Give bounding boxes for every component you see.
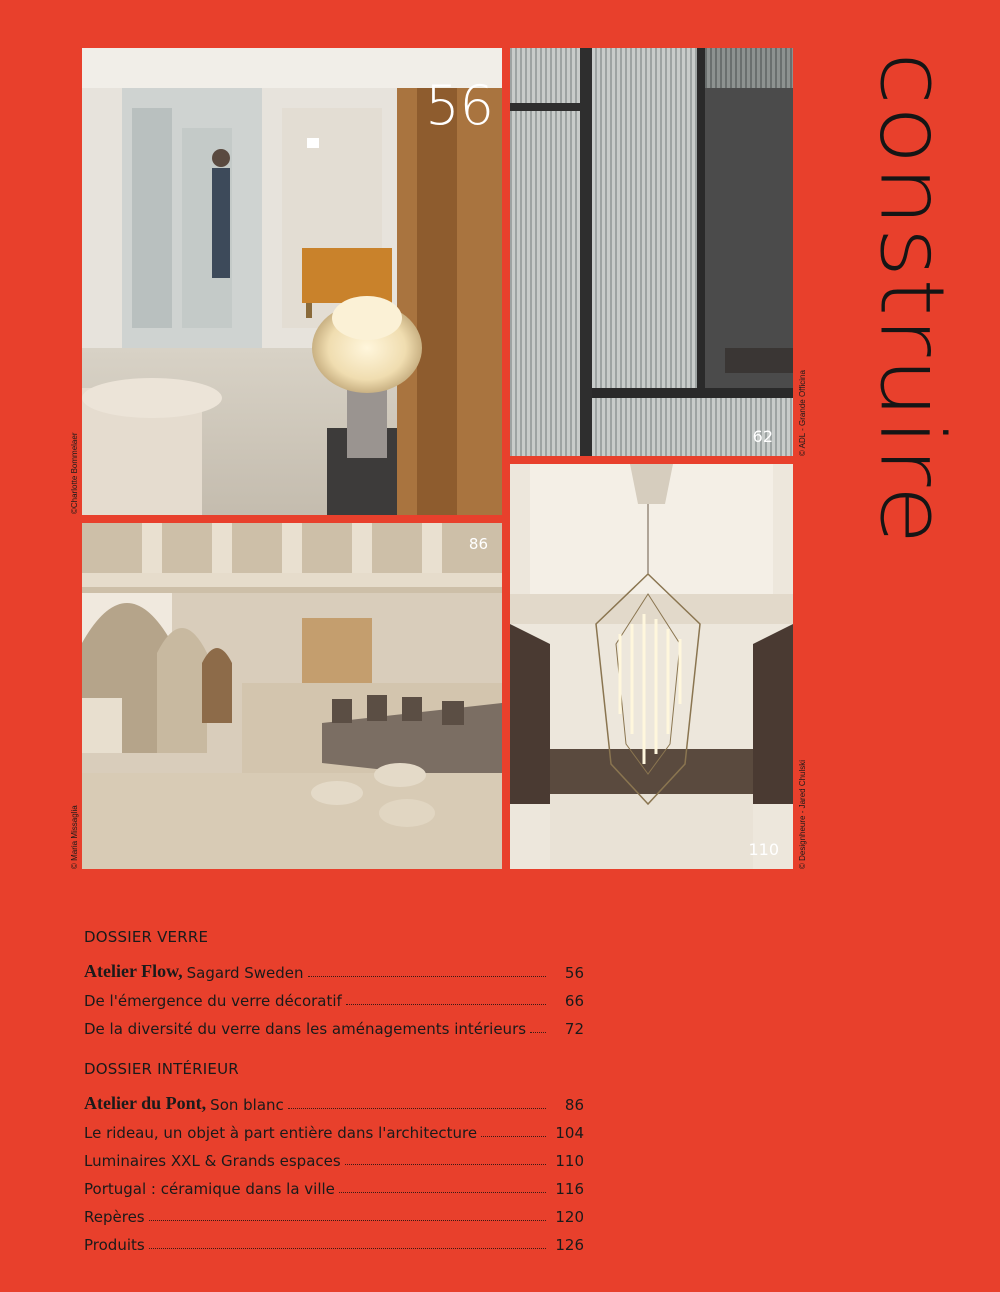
photo-credit: © Designheure - Jared Chulski: [798, 759, 807, 869]
toc-entry-title: Le rideau, un objet à part entière dans l'architecture: [84, 1124, 478, 1142]
page-number-badge: 56: [425, 74, 494, 137]
toc-entry[interactable]: [84, 1010, 584, 1038]
toc-entry[interactable]: [84, 1198, 584, 1226]
toc-entry[interactable]: [84, 1226, 584, 1254]
dot-leader: [346, 1004, 546, 1005]
dot-leader: [339, 1192, 546, 1193]
toc-entry[interactable]: [84, 1086, 584, 1114]
toc-entry[interactable]: [84, 1114, 584, 1142]
photo-credit: © ADL - Grande Officina: [798, 370, 807, 456]
page-number-badge: 62: [752, 427, 773, 446]
dot-leader: [481, 1136, 546, 1137]
toc-entry-page: 116: [555, 1180, 584, 1198]
toc-entry-page: 56: [564, 964, 584, 982]
toc-entry-lead: Atelier Flow,: [84, 961, 183, 981]
toc-entry-lead: Atelier du Pont,: [84, 1093, 207, 1113]
toc-entry-page: 86: [564, 1096, 584, 1114]
toc-entry[interactable]: [84, 954, 584, 982]
section-title: construire: [860, 52, 964, 546]
page-number-badge: 86: [468, 535, 488, 553]
toc-entry[interactable]: [84, 1142, 584, 1170]
dot-leader: [149, 1220, 546, 1221]
dot-leader: [308, 976, 546, 977]
toc-group-verre: [84, 928, 584, 1038]
photo-credit: ©Charlotte Bommelaer: [70, 432, 79, 514]
photo-chandelier[interactable]: [510, 464, 793, 869]
toc-entry-page: 66: [564, 992, 584, 1010]
table-of-contents: [84, 928, 584, 1254]
dossier-heading: DOSSIER VERRE: [84, 928, 209, 946]
toc-entry[interactable]: [84, 982, 584, 1010]
page-number-badge: 110: [748, 840, 779, 859]
dot-leader: [530, 1032, 546, 1033]
toc-entry-page: 72: [564, 1020, 584, 1038]
toc-entry-title: Luminaires XXL & Grands espaces: [84, 1152, 341, 1170]
photo-credit: © Maria Missaglia: [70, 805, 79, 869]
toc-entry-title: Portugal : céramique dans la ville: [84, 1180, 335, 1198]
toc-group-interieur: [84, 1060, 584, 1254]
dossier-heading: DOSSIER INTÉRIEUR: [84, 1060, 239, 1078]
dot-leader: [149, 1248, 546, 1249]
dot-leader: [345, 1164, 546, 1165]
photo-glass-partition[interactable]: [510, 48, 793, 456]
photo-atelier-du-pont-interior[interactable]: [82, 523, 502, 869]
toc-entry-title: Produits: [84, 1236, 145, 1254]
dot-leader: [288, 1108, 546, 1109]
toc-entry-page: 110: [555, 1152, 584, 1170]
toc-entry-title: Repères: [84, 1208, 145, 1226]
photo-atelier-flow-office[interactable]: [82, 48, 502, 515]
toc-entry-page: 120: [555, 1208, 584, 1226]
toc-entry[interactable]: [84, 1170, 584, 1198]
toc-entry-title: Son blanc: [210, 1096, 284, 1114]
toc-entry-title: De l'émergence du verre décoratif: [84, 992, 342, 1010]
toc-entry-page: 126: [555, 1236, 584, 1254]
toc-entry-page: 104: [555, 1124, 584, 1142]
toc-entry-title: Sagard Sweden: [186, 964, 304, 982]
toc-entry-title: De la diversité du verre dans les aménagements intérieurs: [84, 1020, 527, 1038]
